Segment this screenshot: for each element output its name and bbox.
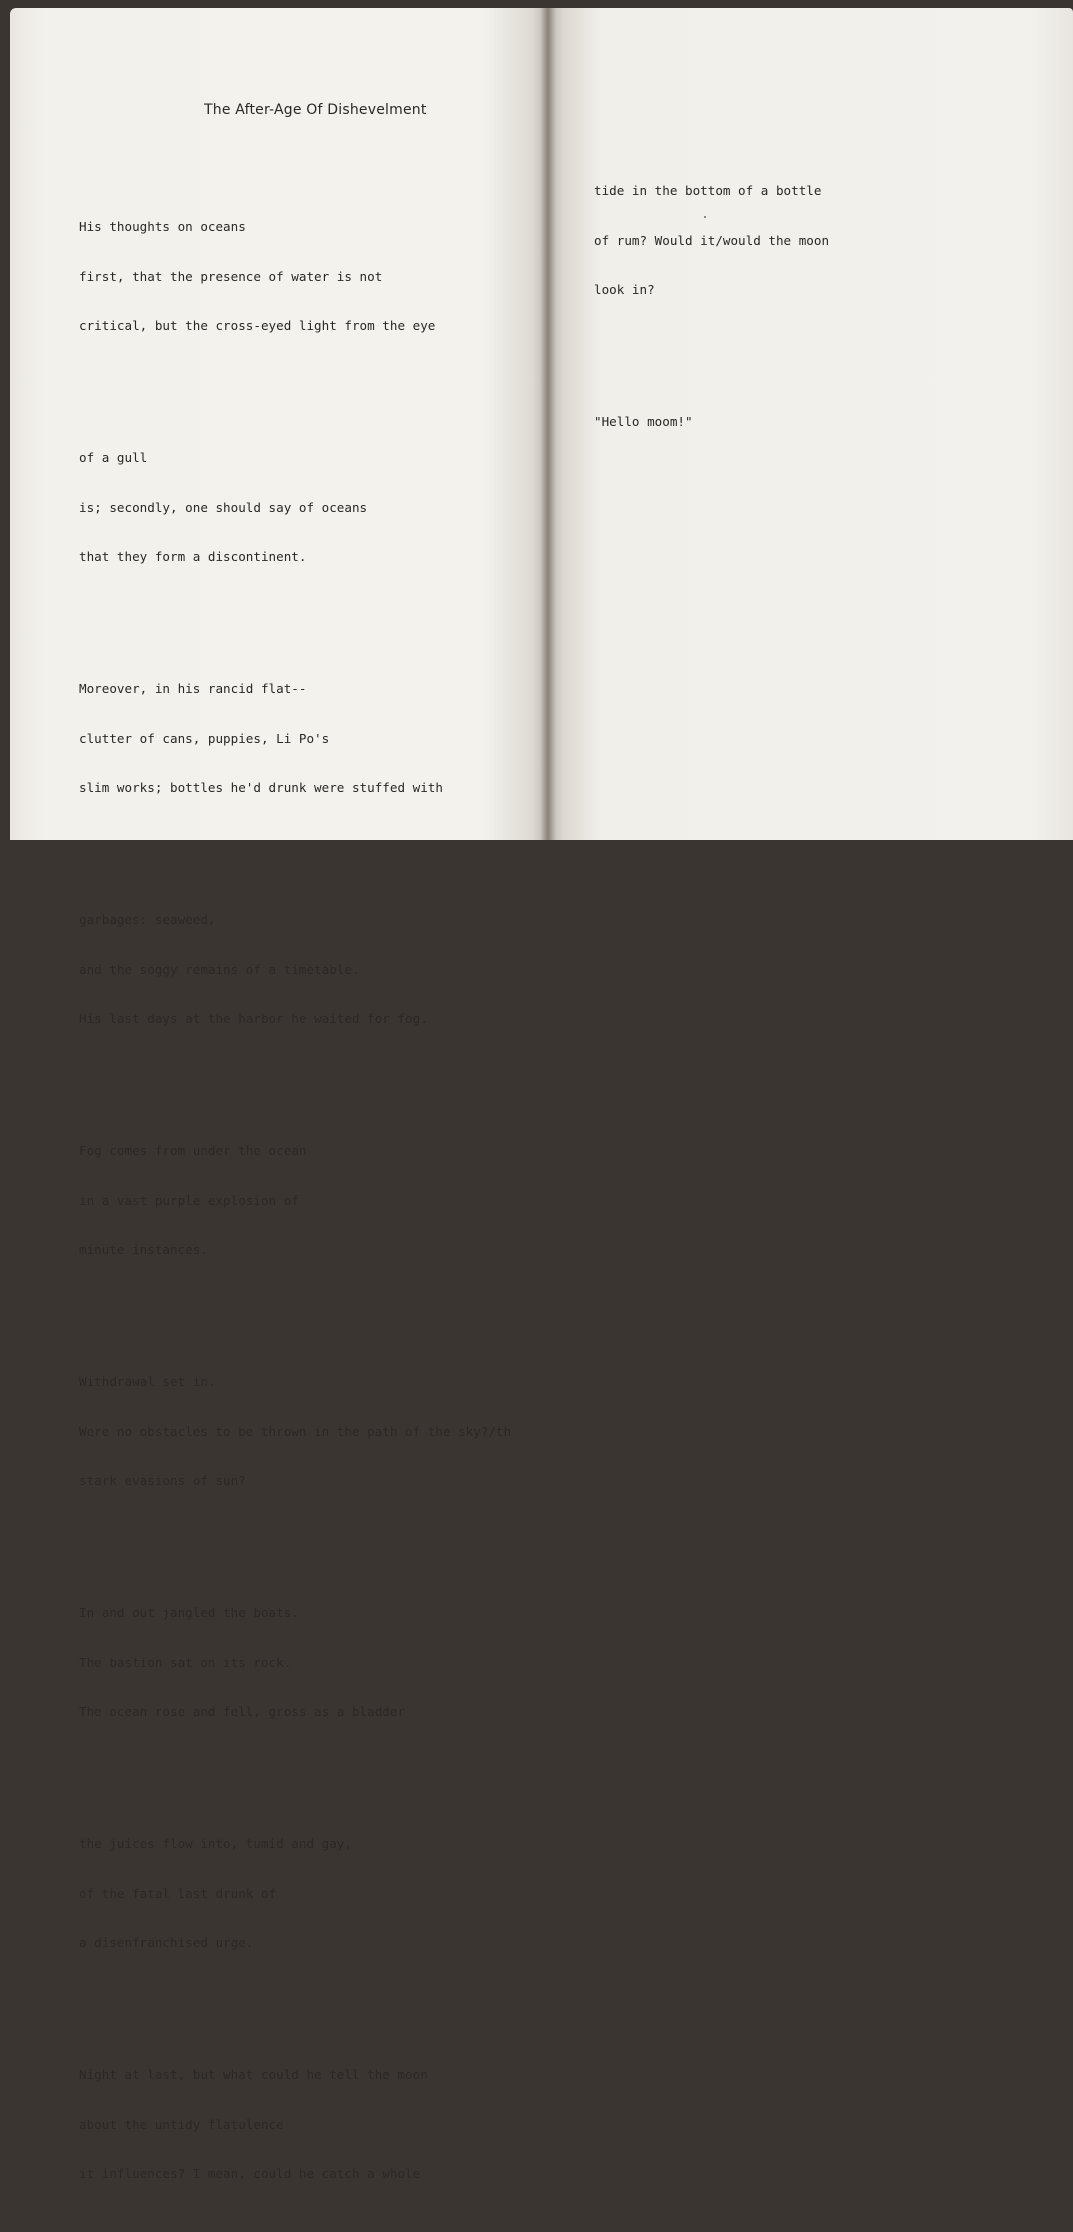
poem-line: of rum? Would it/would the moon — [594, 232, 830, 248]
poem-line: In and out jangled the boats. — [79, 1605, 299, 1620]
poem-line: it influences? I mean, could he catch a whole — [79, 2166, 421, 2181]
poem-title: The After-Age Of Dishevelment — [204, 102, 427, 118]
stanza — [79, 186, 511, 368]
poem-line: look in? — [594, 282, 655, 297]
poem-line: Night at last, but what could he tell the moon — [79, 2067, 428, 2082]
poem-line: of the fatal last drunk of — [79, 1885, 277, 1901]
stanza — [79, 1110, 511, 1292]
stanza — [79, 1341, 511, 1523]
poem-line: first, that the presence of water is not — [79, 268, 383, 284]
poem-line: a disenfranchised urge. — [79, 1935, 254, 1950]
poem-line: clutter of cans, puppies, Li Po's — [79, 730, 330, 746]
poem-line: that they form a discontinent. — [79, 549, 307, 564]
poem-line: The bastion sat on its rock. — [79, 1654, 292, 1670]
poem-line: the juices flow into, tumid and gay, — [79, 1836, 352, 1851]
stanza — [79, 2034, 511, 2216]
poem-body-right — [594, 117, 829, 480]
poem-line: in a vast purple explosion of — [79, 1192, 299, 1208]
poem-line: Were no obstacles to be thrown in the path of the sky?/th — [79, 1423, 512, 1439]
poem-line: Fog comes from under the ocean — [79, 1143, 307, 1158]
stanza — [594, 150, 829, 332]
background-top — [0, 0, 1073, 8]
stanza — [594, 381, 829, 464]
poem-line: slim works; bottles he'd drunk were stuffed with — [79, 780, 443, 795]
stanza — [79, 879, 511, 1061]
poem-line: The ocean rose and fell, gross as a bladder — [79, 1704, 406, 1719]
poem-line: is; secondly, one should say of oceans — [79, 499, 368, 515]
poem-line: "Hello moom!" — [594, 414, 693, 429]
ink-speck — [704, 216, 706, 218]
poem-line: Withdrawal set in. — [79, 1374, 216, 1389]
poem-line: tide in the bottom of a bottle — [594, 183, 822, 198]
poem-line: His last days at the harbor he waited for fog. — [79, 1011, 428, 1026]
poem-line: of a gull — [79, 450, 148, 465]
stanza — [79, 1572, 511, 1754]
poem-line: His thoughts on oceans — [79, 219, 246, 234]
poem-line: garbages: seaweed, — [79, 912, 216, 927]
book-gutter — [540, 8, 556, 840]
stanza — [79, 1803, 511, 1985]
poem-line: Moreover, in his rancid flat-- — [79, 681, 307, 696]
poem-line: and the soggy remains of a timetable. — [79, 961, 360, 977]
poem-body-left — [79, 153, 511, 2232]
poem-line: stark evasions of sun? — [79, 1473, 246, 1488]
poem-line: critical, but the cross-eyed light from the eye — [79, 318, 436, 333]
stanza — [79, 417, 511, 599]
stanza — [79, 648, 511, 830]
poem-line: about the untidy flatulence — [79, 2116, 284, 2132]
poem-line: minute instances. — [79, 1242, 208, 1257]
